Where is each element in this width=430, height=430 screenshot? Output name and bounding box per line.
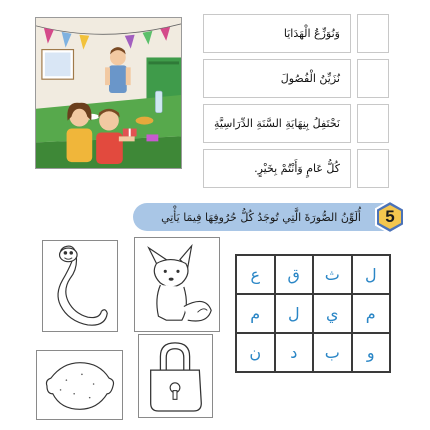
grid-letter: و [352, 333, 391, 372]
letter-grid [235, 254, 391, 373]
sentence-box [203, 149, 351, 188]
exercise-instruction-bar [133, 203, 385, 231]
fox-icon [135, 238, 219, 331]
answer-box[interactable] [357, 104, 389, 143]
grid-letter: ب [313, 333, 352, 372]
grid-letter: ل [275, 294, 314, 333]
snake-icon [43, 241, 117, 331]
sentence-row [203, 149, 389, 188]
exercise-number-badge [373, 200, 407, 234]
sentence-box [203, 59, 351, 98]
snake-picture[interactable] [42, 240, 118, 332]
grid-letter: ق [275, 255, 314, 294]
exercise-number: 5 [385, 207, 395, 226]
sentence-row [203, 59, 389, 98]
exercise-instruction: أُلَوِّنُ الصُّورَةَ الَّتِي تُوجَدُ كُلُّ حُرُوفِهَا فِيمَا يَأْتِي [161, 210, 361, 224]
sentence-row [203, 14, 389, 53]
grid-letter: د [275, 333, 314, 372]
sentence-box [203, 104, 351, 143]
sentence-text: وَنُوَزِّعُ الْهَدَايَا [283, 27, 340, 40]
lemon-icon [37, 351, 122, 419]
grid-letter: ن [236, 333, 275, 372]
sentence-text: نُزَيِّنُ الْفُصُولَ [280, 72, 340, 85]
celebration-illustration [35, 17, 182, 169]
sentence-row [203, 104, 389, 143]
sentence-text: كُلُّ عَامٍ وَأَنْتُمْ بِخَيْرٍ. [254, 162, 340, 175]
grid-letter: ع [236, 255, 275, 294]
grid-letter: ث [313, 255, 352, 294]
answer-box[interactable] [357, 149, 389, 188]
grid-letter: م [236, 294, 275, 333]
sentence-box [203, 14, 351, 53]
grid-letter: ي [313, 294, 352, 333]
sentences-list [203, 14, 389, 194]
sentence-text: نَحْتَفِلُ بِنِهَايَةِ السَّنَةِ الدِّرَاسِيَّةِ [213, 117, 340, 130]
lemon-picture[interactable] [36, 350, 123, 420]
answer-box[interactable] [357, 14, 389, 53]
lock-icon [139, 335, 212, 417]
grid-letter: م [352, 294, 391, 333]
answer-box[interactable] [357, 59, 389, 98]
padlock-picture[interactable] [138, 334, 213, 418]
fox-picture[interactable] [134, 237, 220, 332]
grid-letter: ل [352, 255, 391, 294]
